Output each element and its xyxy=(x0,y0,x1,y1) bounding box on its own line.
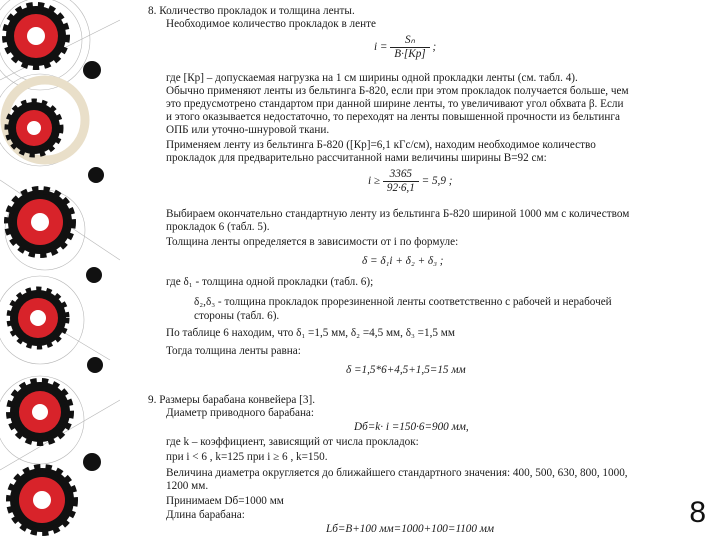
document-page xyxy=(148,0,658,540)
paragraph: стороны (табл. 6). xyxy=(194,310,280,322)
section-8-heading: 8. Количество прокладок и толщина ленты. xyxy=(148,5,355,17)
paragraph: Необходимое количество прокладок в ленте xyxy=(166,18,376,30)
paragraph: Обычно применяют ленты из бельтинга Б-820, если при этом прокладок получается больше, чем xyxy=(166,85,629,97)
paragraph: прокладок 6 (табл. 5). xyxy=(166,221,270,233)
formula-plies-calc: i ≥ $\frac{3365}{92\cdot 6,1}$ = 5,9 ; xyxy=(368,168,453,194)
paragraph: δ₂,δ₃ - толщина прокладок прорезиненной ленты соответственно с рабочей и нерабочей xyxy=(194,296,612,308)
paragraph: Длина барабана: xyxy=(166,509,245,521)
paragraph: По таблице 6 находим, что δ₁ =1,5 мм, δ₂ =4,5 мм, δ₃ =1,5 мм xyxy=(166,327,455,339)
paragraph: ОПБ или уточно-шнуровой ткани. xyxy=(166,124,330,136)
gear-1 xyxy=(6,6,66,66)
section-9-heading: 9. Размеры барабана конвейера [3]. xyxy=(148,394,315,406)
paragraph: где [Кр] – допускаемая нагрузка на 1 см ширины одной прокладки ленты (см. табл. 4). xyxy=(166,72,578,84)
paragraph: Тогда толщина ленты равна: xyxy=(166,345,301,357)
formula-thickness-calc: δ =1,5*6+4,5+1,5=15 мм xyxy=(346,364,466,376)
formula-drum-diameter: Dб=k· i =150·6=900 мм, xyxy=(354,421,469,433)
formula-thickness: δ = δ₁i + δ₂ + δ₃ ; xyxy=(362,255,444,267)
paragraph: это предусмотрено стандартом при данной ширине ленты, то увеличивают угол обхвата β. Если xyxy=(166,98,624,110)
formula-drum-length: Lб=B+100 мм=1000+100=1100 мм xyxy=(326,523,495,535)
paragraph: где k – коэффициент, зависящий от числа прокладок: xyxy=(166,436,419,448)
paragraph: где δ₁ - толщина одной прокладки (табл. 6); xyxy=(166,276,374,288)
paragraph: Выбираем окончательно стандартную ленту из бельтинга Б-820 шириной 1000 мм с количеством xyxy=(166,208,630,220)
decorative-gears-strip xyxy=(0,0,120,540)
paragraph: Диаметр приводного барабана: xyxy=(166,407,314,419)
paragraph: Величина диаметра округляется до ближайшего стандартного значения: 400, 500, 630, 800, 1000, xyxy=(166,467,628,479)
paragraph: Толщина ленты определяется в зависимости от i по формуле: xyxy=(166,236,459,248)
paragraph: и этого оказывается недостаточно, то переходят на ленты повышенной прочности из бельтинга xyxy=(166,111,620,123)
paragraph: Принимаем Dб=1000 мм xyxy=(166,495,284,507)
paragraph: прокладок для предварительно рассчитанной нами величины ширины В=92 см: xyxy=(166,152,547,164)
paragraph: 1200 мм. xyxy=(166,480,209,492)
paragraph: при i < 6 , k=125 при i ≥ 6 , k=150. xyxy=(166,451,328,463)
page-number: 8 xyxy=(689,496,706,529)
paragraph: Применяем ленту из бельтинга Б-820 ([Кр]=6,1 кГс/см), находим необходимое количество xyxy=(166,139,596,151)
formula-plies: i = $\frac{\text{Sₙ}}{B\cdot[Kp]}$ ; xyxy=(374,34,437,60)
